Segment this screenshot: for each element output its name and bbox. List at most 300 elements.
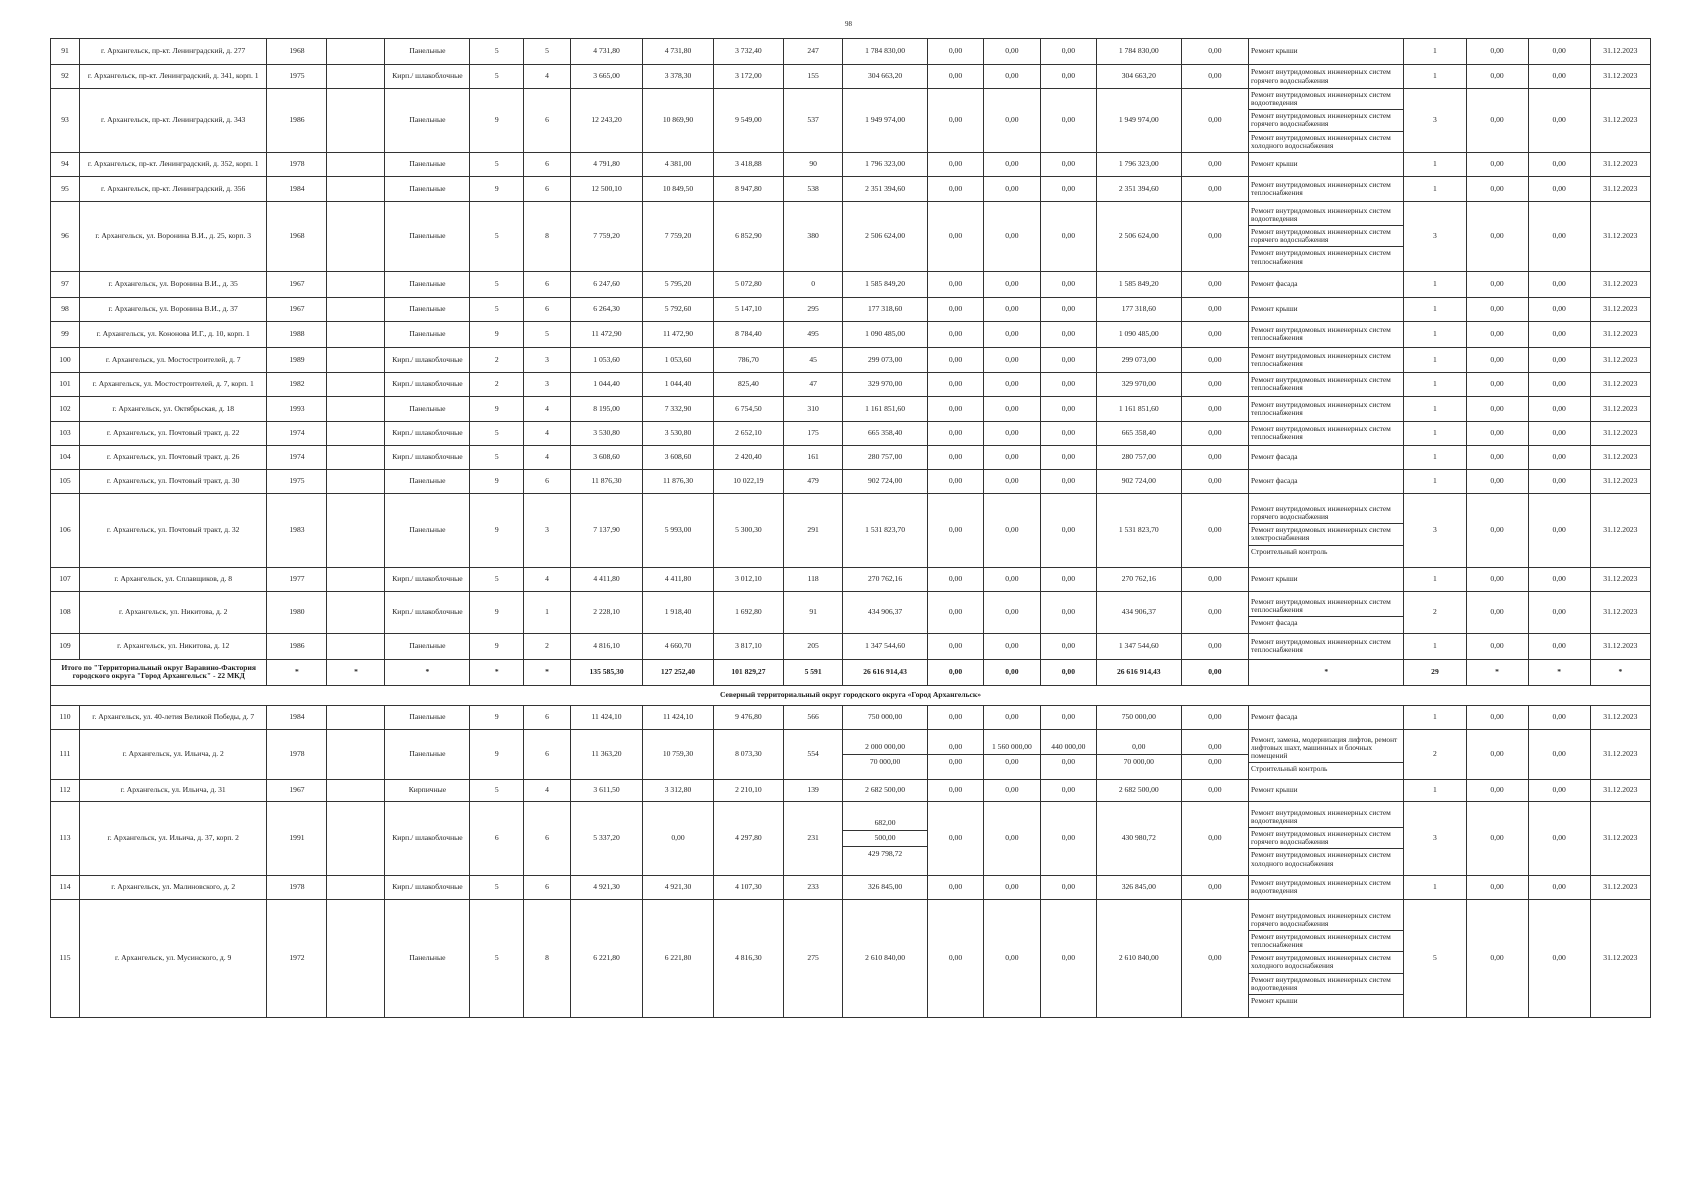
work-count-cell: 1 (1404, 39, 1466, 65)
empty-cell (327, 445, 385, 469)
area-cell: 4 381,00 (643, 152, 713, 176)
volume-cell: 0,00 (1528, 899, 1590, 1017)
area-cell: 5 795,20 (643, 271, 713, 297)
work-types-cell (1249, 591, 1404, 633)
deadline-cell: 31.12.2023 (1590, 421, 1650, 445)
entrances-cell: 4 (524, 445, 571, 469)
empty-cell (327, 779, 385, 801)
cost-amount: 1 161 851,60 (865, 403, 906, 413)
entrances-cell: 4 (524, 396, 571, 421)
address-cell: г. Архангельск, пр-кт. Ленинградский, д. 277 (79, 39, 266, 65)
total-area-cell: 3 611,50 (570, 779, 642, 801)
work-count-cell: 1 (1404, 396, 1466, 421)
row-number-cell: 93 (51, 89, 80, 153)
cost-total-cell (843, 347, 928, 372)
address-cell: г. Архангельск, пр-кт. Ленинградский, д. 356 (79, 176, 266, 201)
cost-amount: 902 724,00 (867, 476, 903, 486)
fund-other-cell: 0,00 (1181, 469, 1248, 493)
fund-federal-cell: 0,00 (928, 39, 984, 65)
table-row (51, 469, 1651, 493)
area-cell: 11 472,90 (643, 321, 713, 347)
work-count-cell: 1 (1404, 705, 1466, 729)
work-type-item: Строительный контроль (1251, 546, 1328, 556)
address-cell: г. Архангельск, ул. Ильича, д. 31 (79, 779, 266, 801)
volume-cell: 0,00 (1528, 176, 1590, 201)
volume-cell: 0,00 (1528, 421, 1590, 445)
fund-owners-cell: 304 663,20 (1096, 65, 1181, 89)
fund-local-cell: 0,00 (1040, 899, 1096, 1017)
fund-regional-cell: 0,00 (983, 469, 1040, 493)
empty-cell (327, 347, 385, 372)
work-type-item: Ремонт крыши (1251, 159, 1298, 169)
row-number-cell: 106 (51, 493, 80, 567)
empty-cell (327, 801, 385, 875)
table-row (51, 875, 1651, 899)
floors-cell: 9 (470, 176, 524, 201)
year-built-cell: 1967 (267, 271, 327, 297)
volume-cell: 0,00 (1528, 396, 1590, 421)
entrances-cell: 3 (524, 347, 571, 372)
fund-federal-cell: 0,00 (928, 779, 984, 801)
address-cell: г. Архангельск, ул. Мусинского, д. 9 (79, 899, 266, 1017)
wall-material-cell: Панельные (385, 705, 470, 729)
residents-cell: 295 (784, 297, 843, 321)
entrances-cell: 5 (524, 39, 571, 65)
total-value-cell: 135 585,30 (570, 659, 642, 685)
cost-total-cell (843, 152, 928, 176)
fund-federal-cell: 0,00 (928, 899, 984, 1017)
year-built-cell: 1978 (267, 875, 327, 899)
living-area-cell: 3 732,40 (713, 39, 783, 65)
volume-cell: 0,00 (1466, 152, 1528, 176)
volume-cell: 0,00 (1528, 39, 1590, 65)
fund-local-cell: 0,00 (1040, 591, 1096, 633)
residents-cell: 566 (784, 705, 843, 729)
work-types-cell (1249, 899, 1404, 1017)
total-area-cell: 8 195,00 (570, 396, 642, 421)
year-built-cell: 1984 (267, 176, 327, 201)
fund-local-cell: 0,00 (1040, 321, 1096, 347)
cost-amount: 1 784 830,00 (865, 46, 906, 56)
funding-amount: 0,00 (1005, 756, 1019, 766)
row-number-cell: 97 (51, 271, 80, 297)
area-cell: 0,00 (643, 801, 713, 875)
volume-cell: 0,00 (1466, 89, 1528, 153)
empty-cell (327, 729, 385, 779)
volume-cell: 0,00 (1528, 321, 1590, 347)
total-value-cell: 0,00 (983, 659, 1040, 685)
work-type-item: Ремонт внутридомовых инженерных систем горячего водоснабжения (1249, 110, 1403, 131)
deadline-cell: 31.12.2023 (1590, 899, 1650, 1017)
volume-cell: 0,00 (1466, 801, 1528, 875)
row-number-cell: 109 (51, 633, 80, 659)
volume-cell: 0,00 (1466, 297, 1528, 321)
area-cell: 11 876,30 (643, 469, 713, 493)
work-count-cell: 3 (1404, 89, 1466, 153)
fund-federal-cell: 0,00 (928, 469, 984, 493)
row-number-cell: 110 (51, 705, 80, 729)
fund-federal-cell: 0,00 (928, 372, 984, 396)
year-built-cell: 1968 (267, 201, 327, 271)
wall-material-cell: Кирп./ шлакоблочные (385, 801, 470, 875)
cost-total-cell (843, 705, 928, 729)
empty-cell (327, 201, 385, 271)
funding-amount: 0,00 (1182, 740, 1248, 755)
work-types-cell (1249, 271, 1404, 297)
living-area-cell: 6 754,50 (713, 396, 783, 421)
work-type-item: Ремонт внутридомовых инженерных систем горячего водоснабжения (1249, 828, 1403, 849)
volume-cell: 0,00 (1466, 39, 1528, 65)
living-area-cell: 3 172,00 (713, 65, 783, 89)
area-cell: 10 849,50 (643, 176, 713, 201)
fund-regional-cell: 0,00 (983, 201, 1040, 271)
volume-cell: 0,00 (1528, 152, 1590, 176)
residents-cell: 310 (784, 396, 843, 421)
entrances-cell: 6 (524, 801, 571, 875)
work-count-cell: 1 (1404, 65, 1466, 89)
entrances-cell: 6 (524, 469, 571, 493)
volume-cell: 0,00 (1466, 729, 1528, 779)
work-type-item: Ремонт фасада (1251, 617, 1298, 627)
year-built-cell: 1972 (267, 899, 327, 1017)
year-built-cell: 1967 (267, 779, 327, 801)
address-cell: г. Архангельск, ул. Воронина В.И., д. 25, корп. 3 (79, 201, 266, 271)
total-area-cell: 5 337,20 (570, 801, 642, 875)
total-area-cell: 11 472,90 (570, 321, 642, 347)
row-number-cell: 92 (51, 65, 80, 89)
work-count-cell: 5 (1404, 899, 1466, 1017)
living-area-cell: 5 147,10 (713, 297, 783, 321)
total-area-cell: 12 243,20 (570, 89, 642, 153)
cost-total-cell (843, 65, 928, 89)
cost-total-cell (843, 201, 928, 271)
work-type-item: Ремонт фасада (1251, 452, 1298, 462)
fund-other-cell: 0,00 (1181, 396, 1248, 421)
table-row (51, 201, 1651, 271)
volume-cell: 0,00 (1528, 271, 1590, 297)
fund-federal-cell: 0,00 (928, 396, 984, 421)
table-row (51, 445, 1651, 469)
wall-material-cell: Панельные (385, 152, 470, 176)
work-types-cell (1249, 65, 1404, 89)
cost-total-cell (843, 321, 928, 347)
work-type-item: Ремонт внутридомовых инженерных систем теплоснабжения (1249, 596, 1403, 617)
total-value-cell: * (1590, 659, 1650, 685)
residents-cell: 291 (784, 493, 843, 567)
work-types-cell (1249, 445, 1404, 469)
total-area-cell: 4 816,10 (570, 633, 642, 659)
entrances-cell: 6 (524, 705, 571, 729)
fund-owners-cell: 1 531 823,70 (1096, 493, 1181, 567)
cost-amount: 70 000,00 (869, 756, 901, 766)
fund-owners-cell: 270 762,16 (1096, 567, 1181, 591)
fund-other-cell: 0,00 (1181, 591, 1248, 633)
living-area-cell: 9 476,80 (713, 705, 783, 729)
fund-owners-cell: 326 845,00 (1096, 875, 1181, 899)
work-types-cell (1249, 801, 1404, 875)
cost-amount: 299 073,00 (867, 354, 903, 364)
deadline-cell: 31.12.2023 (1590, 271, 1650, 297)
volume-cell: 0,00 (1528, 875, 1590, 899)
cost-amount: 280 757,00 (867, 452, 903, 462)
table-row (51, 39, 1651, 65)
entrances-cell: 6 (524, 152, 571, 176)
floors-cell: 5 (470, 39, 524, 65)
cost-amount: 270 762,16 (867, 574, 903, 584)
work-count-cell: 1 (1404, 347, 1466, 372)
area-cell: 5 792,60 (643, 297, 713, 321)
volume-cell: 0,00 (1528, 633, 1590, 659)
total-area-cell: 1 053,60 (570, 347, 642, 372)
living-area-cell: 4 816,30 (713, 899, 783, 1017)
work-type-item: Ремонт внутридомовых инженерных систем теплоснабжения (1251, 375, 1391, 393)
address-cell: г. Архангельск, ул. Почтовый тракт, д. 32 (79, 493, 266, 567)
table-row (51, 297, 1651, 321)
fund-regional-cell: 0,00 (983, 89, 1040, 153)
floors-cell: 2 (470, 372, 524, 396)
row-number-cell: 102 (51, 396, 80, 421)
year-built-cell: 1986 (267, 633, 327, 659)
work-count-cell: 2 (1404, 729, 1466, 779)
fund-other-cell: 0,00 (1181, 297, 1248, 321)
fund-other-cell: 0,00 (1181, 39, 1248, 65)
row-number-cell: 103 (51, 421, 80, 445)
fund-other-cell: 0,00 (1181, 445, 1248, 469)
table-row (51, 591, 1651, 633)
fund-regional-cell: 0,00 (983, 176, 1040, 201)
cost-total-cell (843, 469, 928, 493)
work-count-cell: 1 (1404, 271, 1466, 297)
address-cell: г. Архангельск, ул. Мостостроителей, д. 7, корп. 1 (79, 372, 266, 396)
residents-cell: 538 (784, 176, 843, 201)
wall-material-cell: Кирп./ шлакоблочные (385, 445, 470, 469)
empty-cell (327, 567, 385, 591)
work-count-cell: 1 (1404, 176, 1466, 201)
residents-cell: 175 (784, 421, 843, 445)
wall-material-cell: Панельные (385, 176, 470, 201)
fund-other-cell: 0,00 (1181, 65, 1248, 89)
entrances-cell: 6 (524, 271, 571, 297)
fund-other-cell: 0,00 (1181, 321, 1248, 347)
work-type-item: Ремонт внутридомовых инженерных систем водоотведения (1249, 974, 1403, 995)
living-area-cell: 1 692,80 (713, 591, 783, 633)
fund-other-cell: 0,00 (1181, 899, 1248, 1017)
volume-cell: 0,00 (1528, 779, 1590, 801)
floors-cell: 9 (470, 591, 524, 633)
work-type-item: Ремонт крыши (1251, 574, 1298, 584)
work-count-cell: 3 (1404, 201, 1466, 271)
deadline-cell: 31.12.2023 (1590, 372, 1650, 396)
residents-cell: 495 (784, 321, 843, 347)
volume-cell: 0,00 (1466, 65, 1528, 89)
residents-cell: 161 (784, 445, 843, 469)
wall-material-cell: Панельные (385, 89, 470, 153)
volume-cell: 0,00 (1466, 445, 1528, 469)
deadline-cell: 31.12.2023 (1590, 396, 1650, 421)
fund-local-cell: 0,00 (1040, 347, 1096, 372)
total-value-cell: * (385, 659, 470, 685)
work-type-item: Ремонт внутридомовых инженерных систем горячего водоснабжения (1249, 910, 1403, 931)
row-number-cell: 115 (51, 899, 80, 1017)
work-count-cell: 1 (1404, 779, 1466, 801)
year-built-cell: 1974 (267, 421, 327, 445)
fund-regional-cell: 0,00 (983, 271, 1040, 297)
fund-owners-cell: 750 000,00 (1096, 705, 1181, 729)
table-row (51, 729, 1651, 779)
work-types-cell (1249, 39, 1404, 65)
volume-cell: 0,00 (1466, 321, 1528, 347)
cost-amount: 500,00 (843, 831, 927, 846)
fund-federal-cell: 0,00 (928, 705, 984, 729)
work-types-cell (1249, 347, 1404, 372)
cost-total-cell (843, 421, 928, 445)
deadline-cell: 31.12.2023 (1590, 779, 1650, 801)
fund-owners-cell: 1 585 849,20 (1096, 271, 1181, 297)
work-types-cell (1249, 633, 1404, 659)
work-count-cell: 1 (1404, 567, 1466, 591)
floors-cell: 5 (470, 899, 524, 1017)
empty-cell (327, 396, 385, 421)
fund-local-cell: 0,00 (1040, 421, 1096, 445)
volume-cell: 0,00 (1528, 297, 1590, 321)
work-count-cell: 1 (1404, 469, 1466, 493)
area-cell: 7 332,90 (643, 396, 713, 421)
work-types-cell (1249, 779, 1404, 801)
work-count-cell: 1 (1404, 633, 1466, 659)
fund-local-cell: 0,00 (1040, 801, 1096, 875)
work-count-cell: 1 (1404, 421, 1466, 445)
year-built-cell: 1977 (267, 567, 327, 591)
cost-amount: 1 949 974,00 (865, 115, 906, 125)
fund-federal-cell: 0,00 (928, 875, 984, 899)
wall-material-cell: Панельные (385, 271, 470, 297)
row-number-cell: 94 (51, 152, 80, 176)
fund-other-cell: 0,00 (1181, 372, 1248, 396)
fund-regional-cell: 0,00 (983, 297, 1040, 321)
total-area-cell: 7 759,20 (570, 201, 642, 271)
fund-local-cell: 0,00 (1040, 396, 1096, 421)
address-cell: г. Архангельск, ул. Воронина В.И., д. 35 (79, 271, 266, 297)
work-types-cell (1249, 297, 1404, 321)
total-area-cell: 2 228,10 (570, 591, 642, 633)
entrances-cell: 6 (524, 297, 571, 321)
floors-cell: 5 (470, 779, 524, 801)
funding-amount: 0,00 (1208, 756, 1222, 766)
fund-federal-cell: 0,00 (928, 801, 984, 875)
row-number-cell: 99 (51, 321, 80, 347)
row-number-cell: 114 (51, 875, 80, 899)
work-type-item: Ремонт внутридомовых инженерных систем водоотведения (1249, 89, 1403, 110)
address-cell: г. Архангельск, пр-кт. Ленинградский, д. 341, корп. 1 (79, 65, 266, 89)
volume-cell: 0,00 (1466, 567, 1528, 591)
cost-total-cell (843, 801, 928, 875)
living-area-cell: 2 420,40 (713, 445, 783, 469)
living-area-cell: 2 652,10 (713, 421, 783, 445)
fund-owners-cell: 329 970,00 (1096, 372, 1181, 396)
table-body-varavino (51, 39, 1651, 686)
deadline-cell: 31.12.2023 (1590, 297, 1650, 321)
wall-material-cell: Кирпичные (385, 779, 470, 801)
area-cell: 7 759,20 (643, 201, 713, 271)
empty-cell (327, 591, 385, 633)
total-value-cell: 29 (1404, 659, 1466, 685)
residents-cell: 0 (784, 271, 843, 297)
total-area-cell: 7 137,90 (570, 493, 642, 567)
entrances-cell: 6 (524, 729, 571, 779)
work-type-item: Ремонт внутридомовых инженерных систем водоотведения (1249, 807, 1403, 828)
living-area-cell: 4 297,80 (713, 801, 783, 875)
deadline-cell: 31.12.2023 (1590, 65, 1650, 89)
empty-cell (327, 899, 385, 1017)
volume-cell: 0,00 (1528, 347, 1590, 372)
cost-amount: 665 358,40 (867, 428, 903, 438)
row-number-cell: 108 (51, 591, 80, 633)
year-built-cell: 1975 (267, 65, 327, 89)
fund-federal-cell: 0,00 (928, 321, 984, 347)
fund-regional-cell: 0,00 (983, 396, 1040, 421)
fund-local-cell: 0,00 (1040, 65, 1096, 89)
row-number-cell: 100 (51, 347, 80, 372)
work-type-item: Ремонт внутридомовых инженерных систем теплоснабжения (1249, 931, 1403, 952)
residents-cell: 155 (784, 65, 843, 89)
total-area-cell: 3 665,00 (570, 65, 642, 89)
work-type-item: Ремонт крыши (1251, 785, 1298, 795)
volume-cell: 0,00 (1466, 347, 1528, 372)
floors-cell: 5 (470, 152, 524, 176)
entrances-cell: 8 (524, 201, 571, 271)
volume-cell: 0,00 (1466, 899, 1528, 1017)
cost-total-cell (843, 779, 928, 801)
page-number: 98 (845, 20, 852, 28)
fund-other-cell: 0,00 (1181, 347, 1248, 372)
floors-cell: 5 (470, 297, 524, 321)
deadline-cell: 31.12.2023 (1590, 176, 1650, 201)
living-area-cell: 3 817,10 (713, 633, 783, 659)
fund-other-cell: 0,00 (1181, 493, 1248, 567)
table-row (51, 899, 1651, 1017)
work-types-cell (1249, 201, 1404, 271)
table-row (51, 347, 1651, 372)
work-type-item: Ремонт внутридомовых инженерных систем водоотведения (1251, 878, 1391, 896)
living-area-cell: 3 012,10 (713, 567, 783, 591)
residents-cell: 231 (784, 801, 843, 875)
residents-cell: 205 (784, 633, 843, 659)
deadline-cell: 31.12.2023 (1590, 493, 1650, 567)
cost-total-cell (843, 445, 928, 469)
fund-federal-cell: 0,00 (928, 65, 984, 89)
work-count-cell: 3 (1404, 493, 1466, 567)
fund-local-cell: 0,00 (1040, 469, 1096, 493)
total-area-cell: 4 791,80 (570, 152, 642, 176)
total-area-cell: 11 424,10 (570, 705, 642, 729)
table-row (51, 396, 1651, 421)
cost-amount: 1 796 323,00 (865, 159, 906, 169)
area-cell: 1 044,40 (643, 372, 713, 396)
fund-regional-cell: 0,00 (983, 65, 1040, 89)
fund-regional-cell: 0,00 (983, 152, 1040, 176)
deadline-cell: 31.12.2023 (1590, 591, 1650, 633)
work-type-item: Ремонт внутридомовых инженерных систем теплоснабжения (1251, 424, 1391, 442)
work-types-cell (1249, 321, 1404, 347)
cost-amount: 2 000 000,00 (843, 740, 927, 755)
work-types-cell (1249, 705, 1404, 729)
floors-cell: 5 (470, 65, 524, 89)
work-type-item: Ремонт внутридомовых инженерных систем теплоснабжения (1251, 248, 1391, 266)
cost-amount: 1 090 485,00 (865, 329, 906, 339)
work-type-item: Ремонт внутридомовых инженерных систем теплоснабжения (1251, 399, 1391, 417)
funding-amount: 0,00 (928, 740, 983, 755)
fund-federal-cell: 0,00 (928, 591, 984, 633)
